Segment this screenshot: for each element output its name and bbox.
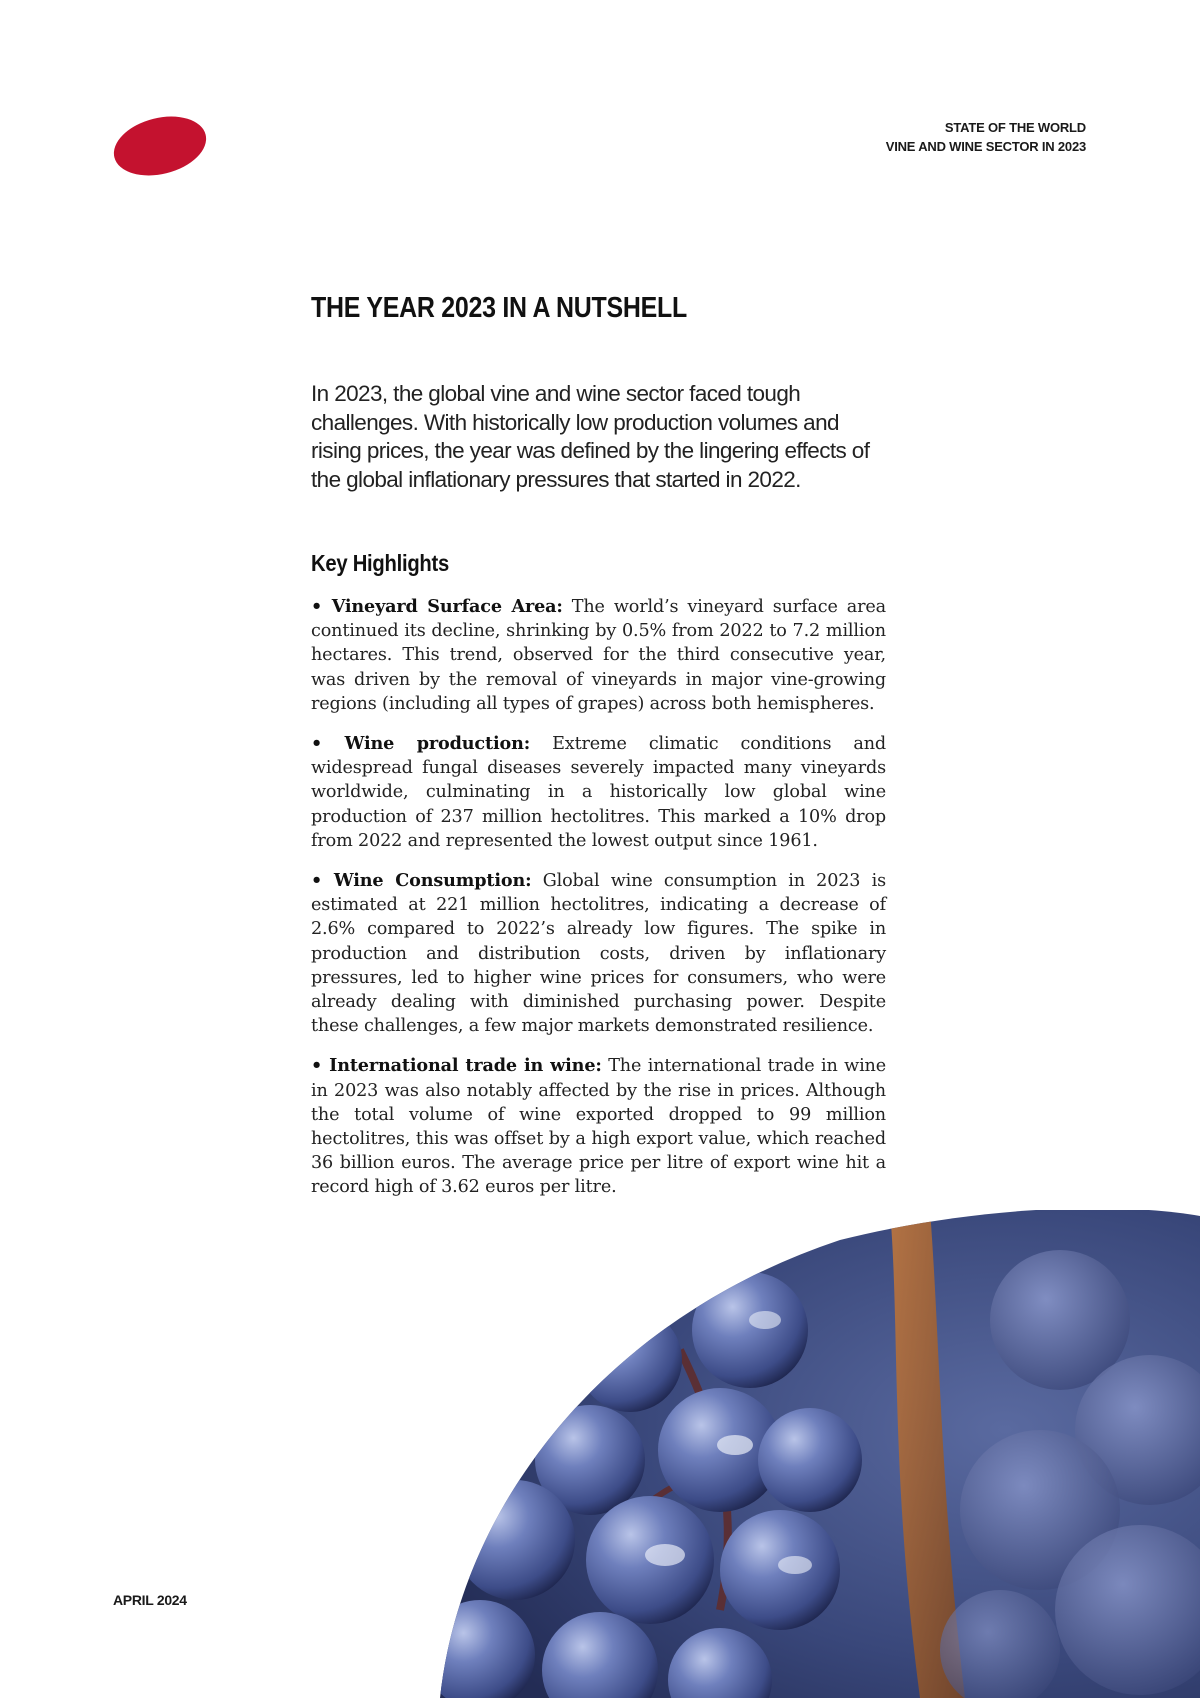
report-header-line1: STATE OF THE WORLD (944, 120, 1086, 135)
key-highlights-heading: Key Highlights (311, 550, 449, 576)
highlight-text: The international trade in wine in 2023 was also notably affected by the rise in prices. Although the total volume of wine exported dropped to 99 million hectolitres, this was offset by a high export value, which reached 36 billion euros. The average price per litre of export wine hit a record high of 3.62 euros per litre. (311, 1056, 886, 1198)
footer-date: APRIL 2024 (113, 1592, 187, 1608)
key-highlights-list (311, 595, 886, 1216)
intro-paragraph: In 2023, the global vine and wine sector faced tough challenges. With historically low production volumes and rising prices, the year was defined by the lingering effects of the global inflationary pressures that started in 2022. (311, 381, 870, 492)
grapes-photo (420, 1210, 1200, 1698)
highlight-wine-consumption (311, 869, 886, 1038)
highlight-lead: • International trade in wine: (311, 1055, 602, 1077)
highlight-wine-production (311, 732, 886, 853)
highlight-international-trade (311, 1054, 886, 1199)
highlight-lead: • Vineyard Surface Area: (311, 596, 563, 617)
highlight-text: The world’s vineyard surface area continued its decline, shrinking by 0.5% from 2022 to 7.2 million hectares. This trend, observed for the third consecutive year, was driven by the removal of vineyards in major vine-growing regions (including all types of grapes) across both hemispheres. (311, 597, 886, 714)
highlight-text: Global wine consumption in 2023 is estimated at 221 million hectolitres, indicating a decrease of 2.6% compared to 2022’s already low figures. The spike in production and distribution costs, driven by inflationary pressures, led to higher wine prices for consumers, who were already dealing with diminished purchasing power. Despite these challenges, a few major markets demonstrated resilience. (311, 871, 886, 1037)
logo-ellipse (108, 107, 213, 184)
page-title: THE YEAR 2023 IN A NUTSHELL (311, 292, 687, 324)
report-header (886, 118, 1086, 156)
report-header-line2: VINE AND WINE SECTOR IN 2023 (885, 139, 1086, 154)
highlight-text: Extreme climatic conditions and widespread fungal diseases severely impacted many vineyards worldwide, culminating in a historically low global wine production of 237 million hectolitres. This marked a 10% drop from 2022 and represented the lowest output since 1961. (311, 734, 886, 851)
highlight-lead: • Wine production: (311, 733, 531, 755)
highlight-lead: • Wine Consumption: (311, 870, 532, 892)
highlight-vineyard-surface (311, 595, 886, 716)
